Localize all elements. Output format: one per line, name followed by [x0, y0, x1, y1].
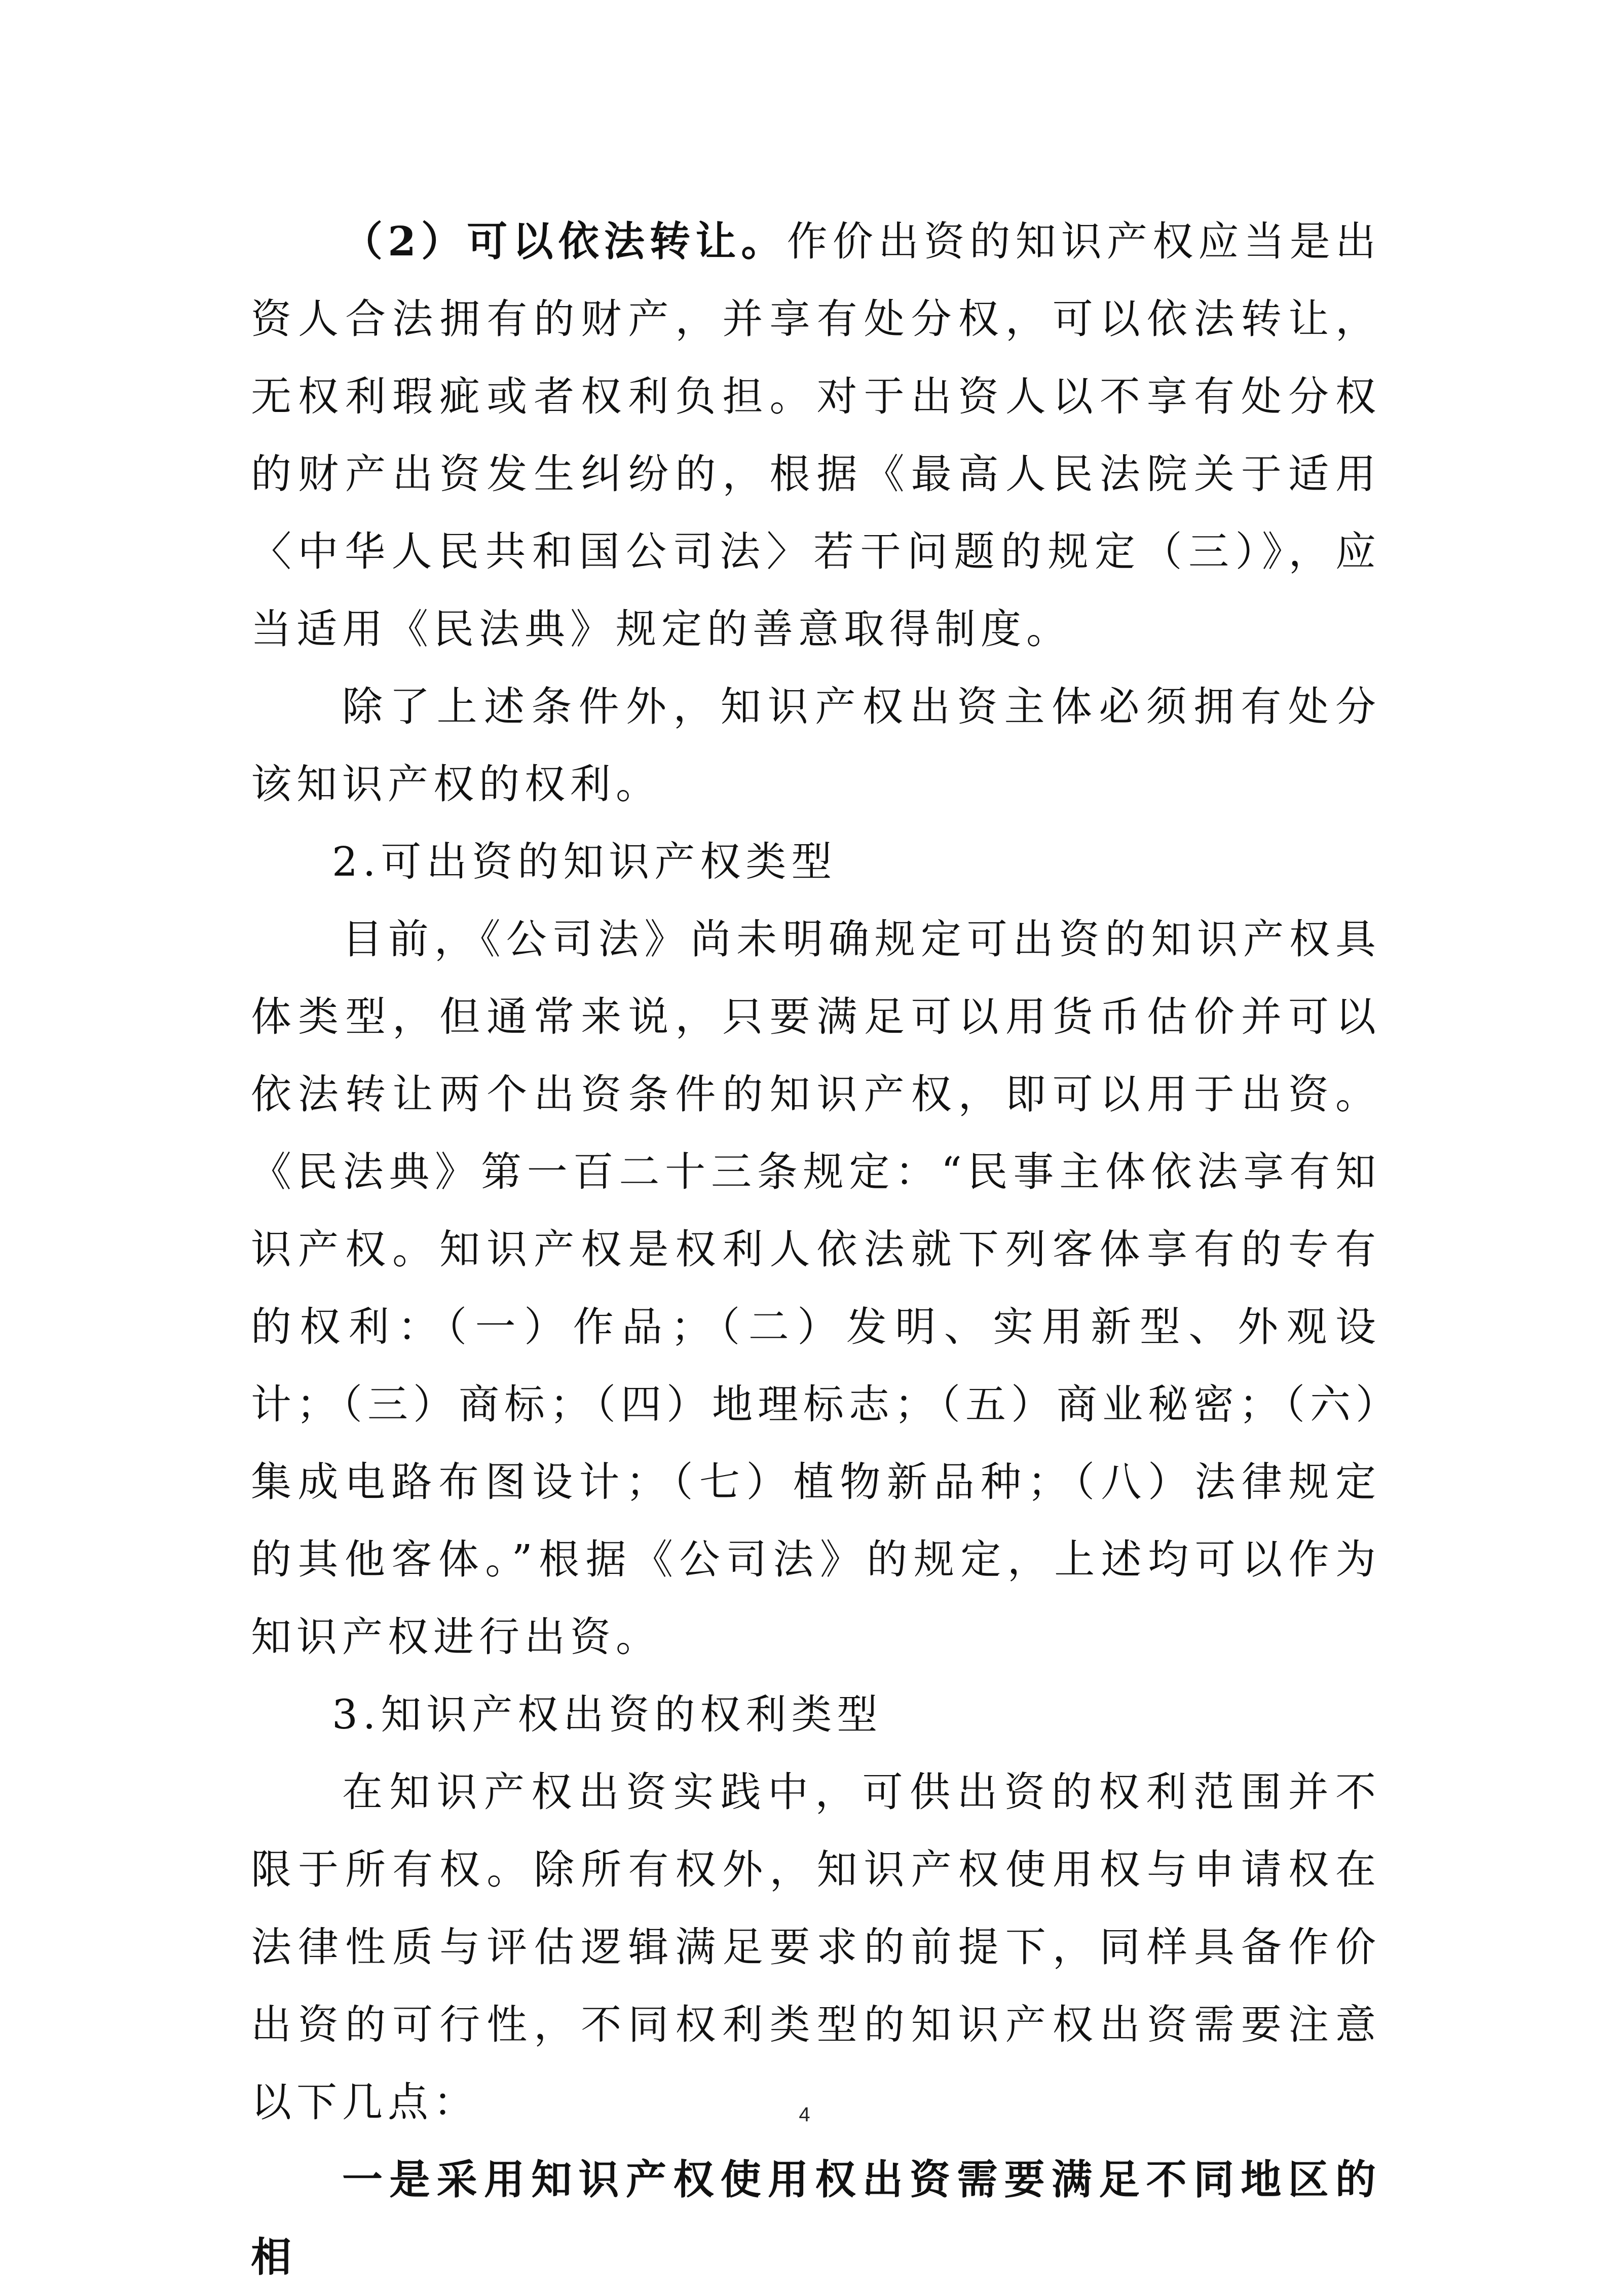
section-heading-ip-types: 2.可出资的知识产权类型 — [332, 838, 837, 885]
paragraph-lead: （2）可以依法转让。 — [342, 217, 787, 265]
paragraph-right-types: 在知识产权出资实践中，可供出资的权利范围并不限于所有权。除所有权外，知识产权使用权与申请权在法律性质与评估逻辑满足要求的前提下，同样具备作价出资的可行性，不同权利类型的知识产权出资需要注意以下几点： — [251, 1768, 1381, 2126]
paragraph-disposal-right: 除了上述条件外，知识产权出资主体必须拥有处分该知识产权的权利。 — [251, 683, 1381, 808]
paragraph-ip-types: 目前，《公司法》尚未明确规定可出资的知识产权具体类型，但通常来说，只要满足可以用货币估价并可以依法转让两个出资条件的知识产权，即可以用于出资。《民法典》第一百二十三条规定：“民事主体依法享有知识产权。知识产权是权利人依法就下列客体享有的专有的权利：（一）作品；（二）发明、实用新型、外观设计；（三）商标；（四）地理标志；（五）商业秘密；（六）集成电路布图设计；（七）植物新品种；（八）法律规定的其他客体。”根据《公司法》的规定，上述均可以作为知识产权进行出资。 — [251, 916, 1381, 1661]
body-text — [251, 203, 1381, 2296]
page-number: 4 — [799, 2103, 810, 2126]
paragraph-usage-right: 一是采用知识产权使用权出资需要满足不同地区的相 — [251, 2156, 1381, 2281]
section-heading-right-types: 3.知识产权出资的权利类型 — [332, 1691, 883, 1738]
paragraph-transferable — [251, 203, 1381, 668]
paragraph-text: 作价出资的知识产权应当是出资人合法拥有的财产，并享有处分权，可以依法转让，无权利瑕疵或者权利负担。对于出资人以不享有处分权的财产出资发生纠纷的，根据《最高人民法院关于适用〈中华人民共和国公司法〉若干问题的规定（三）》，应当适用《民法典》规定的善意取得制度。 — [251, 218, 1381, 653]
